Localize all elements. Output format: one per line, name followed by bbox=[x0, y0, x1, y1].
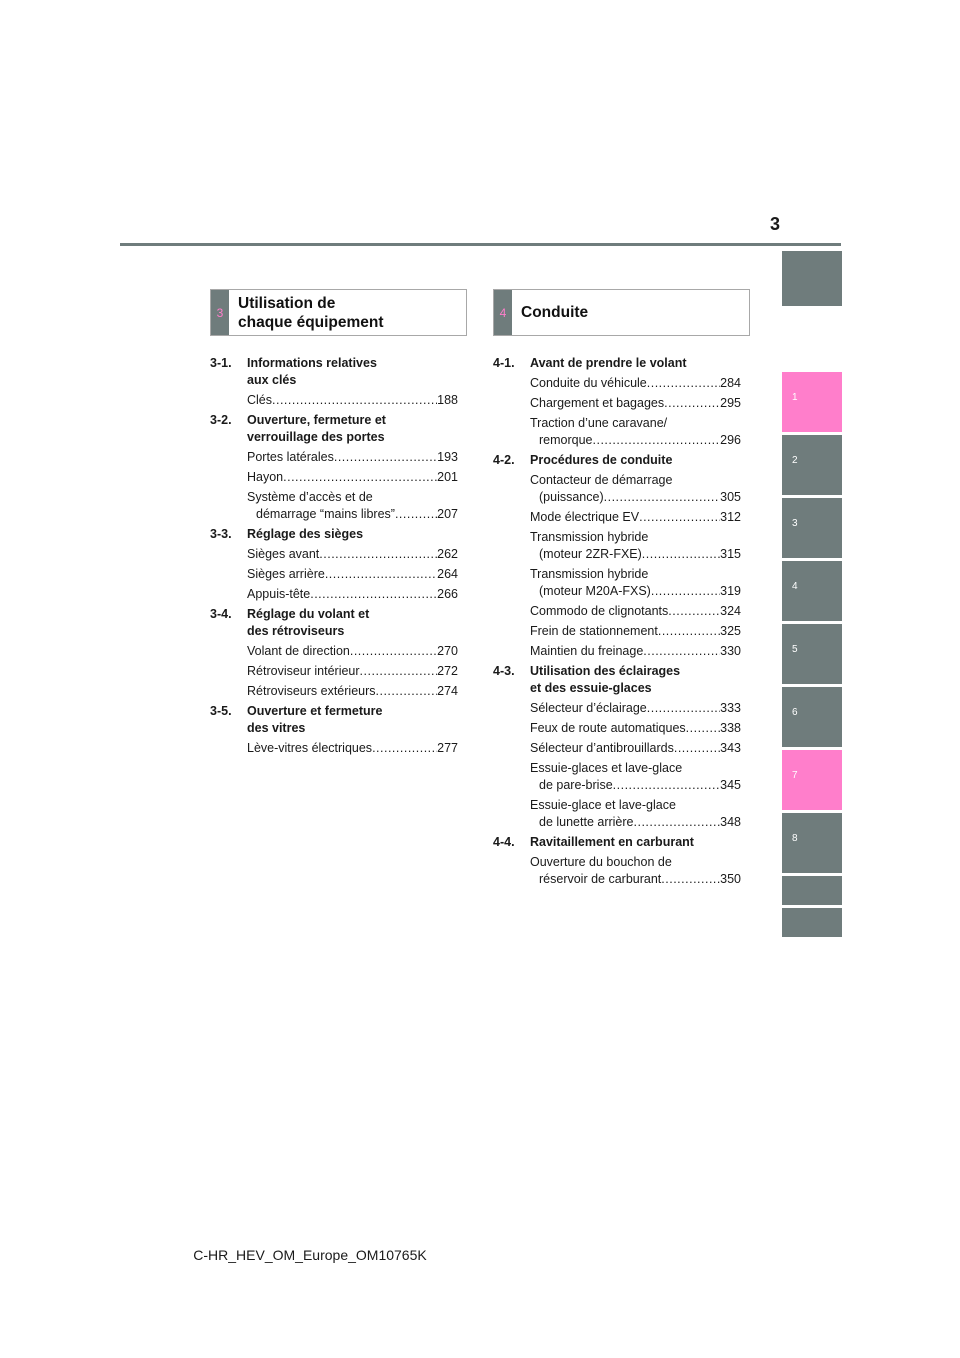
toc-entry-label: Contacteur de démarrage bbox=[530, 473, 673, 487]
toc-page-number: 207 bbox=[437, 507, 458, 521]
toc-entry-label: Ouverture du bouchon de bbox=[530, 855, 672, 869]
toc-entry-label: Sièges arrière bbox=[247, 567, 325, 581]
chapter-tab[interactable] bbox=[782, 561, 842, 621]
toc-group bbox=[210, 606, 458, 700]
toc-entry[interactable] bbox=[530, 603, 741, 620]
toc-entry-label: Essuie-glaces et lave-glace bbox=[530, 761, 683, 775]
chapter-tab[interactable] bbox=[782, 908, 842, 937]
toc-leader-dots bbox=[674, 740, 720, 757]
toc-group-code: 3-2. bbox=[210, 413, 232, 427]
chapter-tab-label: 4 bbox=[792, 581, 798, 592]
toc-entry-label: Essuie-glace et lave-glace bbox=[530, 798, 676, 812]
chapter-tab-label: 2 bbox=[792, 455, 798, 466]
toc-leader-dots bbox=[668, 603, 720, 620]
toc-entry[interactable] bbox=[530, 643, 741, 660]
toc-entry-label: Maintien du freinage bbox=[530, 644, 644, 658]
toc-column-left bbox=[210, 352, 458, 760]
toc-entry-label: Frein de stationnement bbox=[530, 624, 658, 638]
toc-entry-label: Mode électrique EV bbox=[530, 510, 640, 524]
section-number: 3 bbox=[211, 290, 229, 335]
chapter-tab[interactable] bbox=[782, 813, 842, 873]
toc-entry[interactable] bbox=[247, 469, 458, 486]
chapter-tab[interactable] bbox=[782, 372, 842, 432]
toc-group-title: Ouverture et fermeture des vitres bbox=[247, 704, 383, 735]
page-number: 3 bbox=[769, 214, 780, 234]
toc-entry[interactable] bbox=[247, 489, 458, 523]
chapter-tab-label: 3 bbox=[792, 518, 798, 529]
toc-group bbox=[210, 526, 458, 603]
toc-leader-dots bbox=[664, 395, 720, 412]
toc-entry-label: Clés bbox=[247, 393, 273, 407]
toc-entry-label: Système d’accès et de bbox=[247, 490, 373, 504]
toc-page-number: 284 bbox=[720, 376, 741, 390]
toc-page-number: 312 bbox=[720, 510, 741, 524]
toc-group bbox=[210, 412, 458, 523]
toc-entry[interactable] bbox=[530, 415, 741, 449]
toc-page-number: 348 bbox=[720, 815, 741, 829]
toc-entry-label: de pare-brise bbox=[539, 778, 613, 792]
toc-page-number: 315 bbox=[720, 547, 741, 561]
toc-group-heading[interactable] bbox=[493, 663, 741, 697]
toc-group-title: Ravitaillement en carburant bbox=[530, 835, 694, 849]
toc-entry[interactable] bbox=[530, 472, 741, 506]
toc-page-number: 324 bbox=[720, 604, 741, 618]
toc-entry-label: Appuis-tête bbox=[247, 587, 311, 601]
toc-entry[interactable] bbox=[247, 449, 458, 466]
chapter-tab-label: 5 bbox=[792, 644, 798, 655]
chapter-tab[interactable] bbox=[782, 251, 842, 306]
toc-page-number: 270 bbox=[437, 644, 458, 658]
toc-page-number: 272 bbox=[437, 664, 458, 678]
toc-group-code: 4-3. bbox=[493, 664, 515, 678]
toc-page-number: 333 bbox=[720, 701, 741, 715]
toc-leader-dots bbox=[651, 583, 720, 600]
toc-leader-dots bbox=[283, 469, 437, 486]
toc-page-number: 201 bbox=[437, 470, 458, 484]
toc-page-number: 264 bbox=[437, 567, 458, 581]
toc-entry[interactable] bbox=[530, 760, 741, 794]
toc-leader-dots bbox=[647, 700, 720, 717]
toc-column-right bbox=[493, 352, 741, 891]
chapter-tab-label: 1 bbox=[792, 392, 798, 403]
toc-entry[interactable] bbox=[530, 529, 741, 563]
toc-group bbox=[493, 663, 741, 831]
toc-group-heading[interactable] bbox=[493, 834, 741, 851]
toc-group-title: Réglage du volant et des rétroviseurs bbox=[247, 607, 370, 638]
header-rule bbox=[120, 243, 841, 246]
chapter-tab-label: 6 bbox=[792, 707, 798, 718]
document-footer: C-HR_HEV_OM_Europe_OM10765K bbox=[193, 1247, 427, 1263]
toc-group-title: Ouverture, fermeture et verrouillage des portes bbox=[247, 413, 386, 444]
toc-entry-label: Traction d’une caravane/ bbox=[530, 416, 668, 430]
toc-leader-dots bbox=[372, 740, 437, 757]
toc-entry-label: remorque bbox=[539, 433, 593, 447]
toc-leader-dots bbox=[613, 777, 720, 794]
toc-entry-label: Rétroviseur intérieur bbox=[247, 664, 360, 678]
toc-page-number: 350 bbox=[720, 872, 741, 886]
toc-entry[interactable] bbox=[247, 643, 458, 660]
toc-leader-dots bbox=[360, 663, 438, 680]
toc-leader-dots bbox=[639, 509, 720, 526]
toc-group-heading[interactable] bbox=[493, 355, 741, 372]
toc-page-number: 266 bbox=[437, 587, 458, 601]
toc-leader-dots bbox=[376, 683, 438, 700]
toc-entry-label: Lève-vitres électriques bbox=[247, 741, 373, 755]
toc-group-heading[interactable] bbox=[210, 606, 458, 640]
toc-leader-dots bbox=[686, 720, 720, 737]
section-title: Utilisation de chaque équipement bbox=[238, 294, 384, 331]
toc-leader-dots bbox=[325, 566, 437, 583]
chapter-tab-label: 8 bbox=[792, 833, 798, 844]
toc-page-number: 338 bbox=[720, 721, 741, 735]
section-number: 4 bbox=[494, 290, 512, 335]
toc-leader-dots bbox=[604, 489, 721, 506]
toc-group-code: 3-1. bbox=[210, 356, 232, 370]
toc-page-number: 277 bbox=[437, 741, 458, 755]
toc-group-title: Informations relatives aux clés bbox=[247, 356, 377, 387]
toc-entry[interactable] bbox=[530, 797, 741, 831]
toc-group-title: Réglage des sièges bbox=[247, 527, 364, 541]
toc-entry[interactable] bbox=[530, 375, 741, 392]
toc-entry-label: (puissance) bbox=[539, 490, 604, 504]
toc-entry[interactable] bbox=[247, 683, 458, 700]
toc-entry-label: de lunette arrière bbox=[539, 815, 634, 829]
toc-leader-dots bbox=[272, 392, 437, 409]
toc-entry[interactable] bbox=[530, 854, 741, 888]
toc-leader-dots bbox=[334, 449, 437, 466]
toc-page-number: 262 bbox=[437, 547, 458, 561]
toc-entry[interactable] bbox=[247, 546, 458, 563]
chapter-tab[interactable] bbox=[782, 876, 842, 905]
toc-group bbox=[493, 355, 741, 449]
section-header-3 bbox=[210, 289, 467, 336]
toc-entry[interactable] bbox=[247, 586, 458, 603]
toc-page-number: 305 bbox=[720, 490, 741, 504]
toc-entry[interactable] bbox=[530, 740, 741, 757]
toc-leader-dots bbox=[395, 506, 437, 523]
chapter-tab[interactable] bbox=[782, 435, 842, 495]
toc-page-number: 330 bbox=[720, 644, 741, 658]
toc-group-title: Avant de prendre le volant bbox=[530, 356, 687, 370]
chapter-tab[interactable] bbox=[782, 624, 842, 684]
toc-leader-dots bbox=[634, 814, 721, 831]
toc-group bbox=[210, 703, 458, 757]
toc-entry[interactable] bbox=[530, 509, 741, 526]
toc-entry-label: (moteur M20A-FXS) bbox=[539, 584, 651, 598]
toc-entry-label: Transmission hybride bbox=[530, 567, 649, 581]
toc-entry[interactable] bbox=[247, 740, 458, 757]
section-header-4 bbox=[493, 289, 750, 336]
toc-entry[interactable] bbox=[530, 566, 741, 600]
toc-entry-label: démarrage “mains libres” bbox=[256, 507, 395, 521]
toc-entry-label: Sièges avant bbox=[247, 547, 320, 561]
toc-entry[interactable] bbox=[530, 623, 741, 640]
chapter-tab[interactable] bbox=[782, 750, 842, 810]
toc-entry-label: Conduite du véhicule bbox=[530, 376, 647, 390]
toc-group-heading[interactable] bbox=[210, 412, 458, 446]
toc-entry-label: Hayon bbox=[247, 470, 284, 484]
toc-entry-label: Commodo de clignotants bbox=[530, 604, 669, 618]
toc-page-number: 188 bbox=[437, 393, 458, 407]
toc-entry[interactable] bbox=[530, 720, 741, 737]
toc-entry-label: Volant de direction bbox=[247, 644, 350, 658]
toc-entry-label: Feux de route automatiques bbox=[530, 721, 686, 735]
toc-group-code: 3-4. bbox=[210, 607, 232, 621]
toc-entry[interactable] bbox=[247, 392, 458, 409]
toc-entry-label: Rétroviseurs extérieurs bbox=[247, 684, 376, 698]
toc-group-heading[interactable] bbox=[210, 526, 458, 543]
toc-leader-dots bbox=[647, 375, 720, 392]
toc-page-number: 193 bbox=[437, 450, 458, 464]
toc-leader-dots bbox=[658, 623, 720, 640]
toc-group-title: Utilisation des éclairages et des essuie-glaces bbox=[530, 664, 681, 695]
toc-group-code: 4-2. bbox=[493, 453, 515, 467]
toc-entry-label: Transmission hybride bbox=[530, 530, 649, 544]
toc-group bbox=[493, 834, 741, 888]
toc-leader-dots bbox=[642, 546, 720, 563]
toc-group bbox=[493, 452, 741, 660]
toc-page-number: 295 bbox=[720, 396, 741, 410]
toc-entry-label: (moteur 2ZR-FXE) bbox=[539, 547, 642, 561]
toc-entry[interactable] bbox=[247, 566, 458, 583]
toc-entry[interactable] bbox=[247, 663, 458, 680]
toc-leader-dots bbox=[661, 871, 720, 888]
toc-group-code: 4-4. bbox=[493, 835, 515, 849]
toc-group-heading[interactable] bbox=[210, 355, 458, 389]
toc-leader-dots bbox=[643, 643, 720, 660]
chapter-tab-label: 7 bbox=[792, 770, 798, 781]
toc-page-number: 325 bbox=[720, 624, 741, 638]
toc-group bbox=[210, 355, 458, 409]
chapter-tab[interactable] bbox=[782, 498, 842, 558]
toc-entry-label: Sélecteur d’éclairage bbox=[530, 701, 647, 715]
toc-group-code: 4-1. bbox=[493, 356, 515, 370]
toc-page-number: 274 bbox=[437, 684, 458, 698]
toc-group-title: Procédures de conduite bbox=[530, 453, 673, 467]
toc-group-code: 3-5. bbox=[210, 704, 232, 718]
toc-group-heading[interactable] bbox=[493, 452, 741, 469]
toc-entry-label: Portes latérales bbox=[247, 450, 334, 464]
toc-entry[interactable] bbox=[530, 700, 741, 717]
toc-leader-dots bbox=[310, 586, 437, 603]
toc-page-number: 345 bbox=[720, 778, 741, 792]
chapter-tab[interactable] bbox=[782, 687, 842, 747]
toc-entry-label: réservoir de carburant bbox=[539, 872, 662, 886]
toc-leader-dots bbox=[593, 432, 721, 449]
section-title: Conduite bbox=[521, 304, 589, 321]
toc-page-number: 296 bbox=[720, 433, 741, 447]
toc-leader-dots bbox=[319, 546, 437, 563]
toc-entry-label: Chargement et bagages bbox=[530, 396, 665, 410]
toc-group-heading[interactable] bbox=[210, 703, 458, 737]
toc-group-code: 3-3. bbox=[210, 527, 232, 541]
toc-page-number: 319 bbox=[720, 584, 741, 598]
toc-page-number: 343 bbox=[720, 741, 741, 755]
toc-entry-label: Sélecteur d’antibrouillards bbox=[530, 741, 674, 755]
toc-entry[interactable] bbox=[530, 395, 741, 412]
toc-leader-dots bbox=[350, 643, 437, 660]
